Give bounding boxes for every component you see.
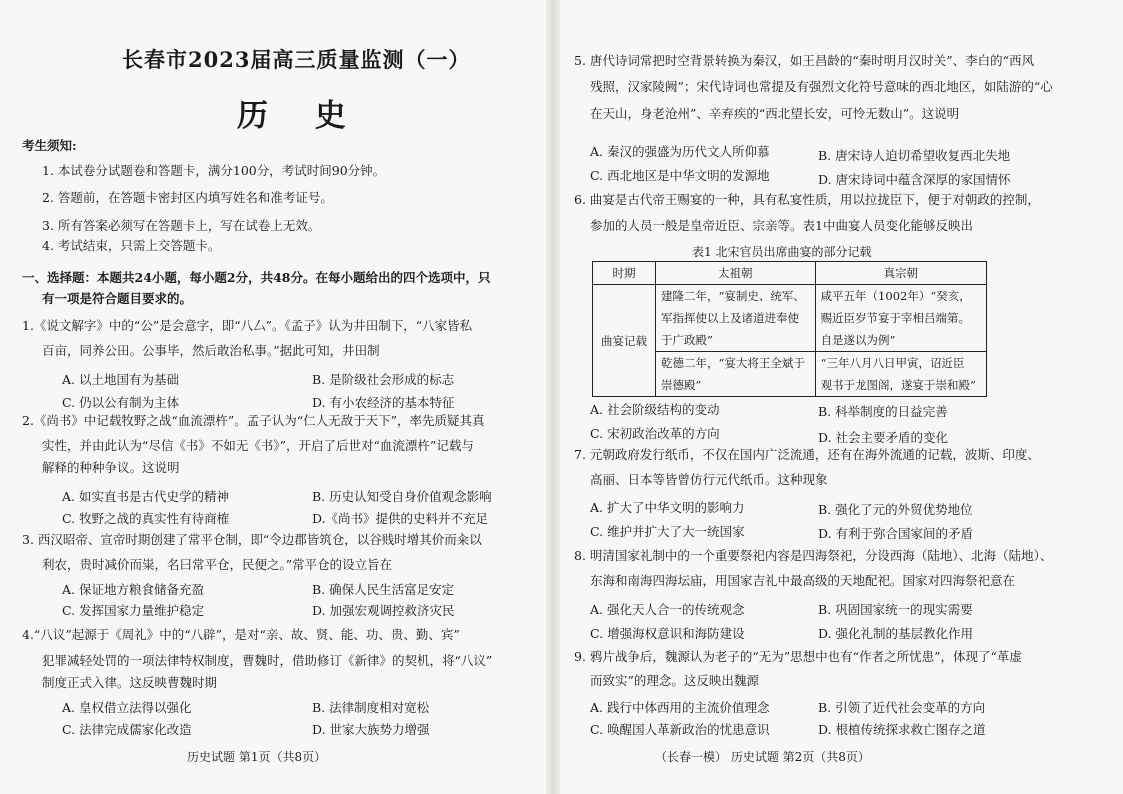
page-1-footer: 历史试题 第1页（共8页） [187,750,327,764]
q1-line1: 1.《说文解字》中的“公”是会意字，即“八厶”。《孟子》认为井田制下，“八家皆私 [22,318,473,333]
table-row-label: 曲宴记载 [593,285,656,397]
q6-line2: 参加的人员一般是皇帝近臣、宗亲等。表1中曲宴人员变化能够反映出 [590,218,973,233]
q9-option-c: C. 唤醒国人革新政治的忧患意识 [590,722,770,737]
cell-line: 咸平五年（1002年）“癸亥， [820,289,971,303]
q7-option-d: D. 有利于弥合国家间的矛盾 [818,526,974,541]
cell-line: 于广政殿” [661,333,713,347]
q4-line3: 制度正式入律。这反映曹魏时期 [42,675,218,690]
q2-option-a: A. 如实直书是古代史学的精神 [62,489,229,504]
notice-2: 2. 答题前，在答题卡密封区内填写姓名和准考证号。 [42,190,333,205]
table-1 [592,261,987,397]
q3-option-b: B. 确保人民生活富足安定 [312,582,455,597]
q6-line1: 6. 曲宴是古代帝王赐宴的一种，具有私宴性质，用以拉拢臣下，便于对朝政的控制， [574,192,1040,207]
q1-line2: 百亩，同养公田。公事毕，然后敢治私事。”据此可知，井田制 [42,343,380,358]
q3-option-d: D. 加强宏观调控救济灾民 [312,603,455,618]
q7-option-c: C. 维护并扩大了大一统国家 [590,524,745,539]
table-cell-taizu-2 [656,352,816,397]
table-title: 表1 北宋官员出席曲宴的部分记载 [692,245,872,259]
q3-line2: 利农，贵时减价而粜，名曰常平仓，民便之。”常平仓的设立旨在 [42,557,393,572]
q4-option-d: D. 世家大族势力增强 [312,722,430,737]
q7-option-a: A. 扩大了中华文明的影响力 [590,500,745,515]
table-header-taizu: 太祖朝 [656,262,816,285]
q3-option-c: C. 发挥国家力量维护稳定 [62,603,205,618]
q6-option-b: B. 科举制度的日益完善 [818,404,948,419]
q9-line2: 而致实”的理念。这反映出魏源 [590,673,759,688]
q6-option-c: C. 宋初政治改革的方向 [590,426,720,441]
q4-option-b: B. 法律制度相对宽松 [312,700,430,715]
notice-3: 3. 所有答案必须写在答题卡上，写在试卷上无效。 [42,218,321,233]
q4-line2: 犯罪减轻处罚的一项法律特权制度，曹魏时，借助修订《新律》的契机，将“八议” [42,653,493,668]
q7-line1: 7. 元朝政府发行纸币，不仅在国内广泛流通，还有在海外流通的记载，波斯、印度、 [574,447,1040,462]
q8-option-b: B. 巩固国家统一的现实需要 [818,602,973,617]
q4-option-a: A. 皇权借立法得以强化 [62,700,192,715]
q6-option-d: D. 社会主要矛盾的变化 [818,430,949,445]
q8-option-d: D. 强化礼制的基层教化作用 [818,626,974,641]
q1-option-b: B. 是阶级社会形成的标志 [312,372,455,387]
q5-option-b: B. 唐宋诗人迫切希望收复西北失地 [818,148,1011,163]
table-cell-taizu-1 [656,285,816,352]
q1-option-c: C. 仍以公有制为主体 [62,395,180,410]
q2-option-b: B. 历史认知受自身价值观念影响 [312,489,492,504]
q8-option-a: A. 强化天人合一的传统观念 [590,602,745,617]
q7-option-b: B. 强化了元的外贸优势地位 [818,502,973,517]
q2-line3: 解释的种种争议。这说明 [42,460,180,475]
table-cell-zhenzong-1 [815,285,986,352]
q5-option-d: D. 唐宋诗词中蕴含深厚的家国情怀 [818,172,1011,187]
q2-option-d: D.《尚书》提供的史料并不充足 [312,511,489,526]
cell-line: 建隆二年，“宴制史、统军、 [661,289,805,303]
cell-line: 军指挥使以上及诸道进奉使 [661,311,799,325]
table-header-zhenzong: 真宗朝 [815,262,986,285]
q2-option-c: C. 牧野之战的真实性有待商榷 [62,511,230,526]
q8-option-c: C. 增强海权意识和海防建设 [590,626,745,641]
q1-option-a: A. 以土地国有为基础 [62,372,179,387]
exam-title: 长春市2023届高三质量监测（一） [122,47,471,72]
cell-line: 观书于龙图阁，遂宴于崇和殿” [820,378,976,392]
table-header-period: 时期 [593,262,656,285]
cell-line: “三年八月八日甲寅，诏近臣 [820,356,965,370]
cell-line: 自是遂以为例” [820,333,896,347]
q5-line1: 5. 唐代诗词常把时空背景转换为秦汉，如王昌龄的“秦时明月汉时关”、李白的“西风 [574,53,1035,68]
q2-line2: 实性，并由此认为“尽信《书》不如无《书》”，开启了后世对“血流漂杵”记载与 [42,438,474,453]
q3-line1: 3. 西汉昭帝、宣帝时期创建了常平仓制，即“令边郡皆筑仓，以谷贱时增其价而籴以 [22,532,482,547]
q9-option-a: A. 践行中体西用的主流价值理念 [590,700,770,715]
cell-line: 乾德二年，“宴大将王全斌于 [661,356,805,370]
table-row [593,285,987,352]
q5-option-c: C. 西北地区是中华文明的发源地 [590,168,770,183]
notice-heading: 考生须知: [22,138,77,153]
q5-option-a: A. 秦汉的强盛为历代文人所仰慕 [590,144,770,159]
cell-line: 赐近臣岁节宴于宰相吕端第。 [820,311,971,325]
table-header-row [593,262,987,285]
notice-4: 4. 考试结束，只需上交答题卡。 [42,238,221,253]
subject-title: 历 史 [237,98,364,134]
section-heading-line1: 一、选择题：本题共24小题，每小题2分，共48分。在每小题给出的四个选项中，只 [22,270,491,285]
q5-line2: 残照，汉家陵阙”；宋代诗词也常提及有强烈文化符号意味的西北地区，如陆游的“心 [590,79,1053,94]
q8-line2: 东海和南海四海坛庙，用国家吉礼中最高级的天地配祀。国家对四海祭祀意在 [590,573,1016,588]
section-heading-line2: 有一项是符合题目要求的。 [42,291,193,306]
q7-line2: 高丽、日本等皆曾仿行元代纸币。这种现象 [590,472,828,487]
q2-line1: 2.《尚书》中记载牧野之战“血流漂杵”。孟子认为“仁人无敌于天下”，率先质疑其真 [22,413,485,428]
q9-option-b: B. 引领了近代社会变革的方向 [818,700,986,715]
notice-1: 1. 本试卷分试题卷和答题卡，满分100分，考试时间90分钟。 [42,163,386,178]
q6-option-a: A. 社会阶级结构的变动 [590,402,720,417]
q8-line1: 8. 明清国家礼制中的一个重要祭祀内容是四海祭祀，分设西海（陆地）、北海（陆地）、 [574,548,1053,563]
q3-option-a: A. 保证地方粮食储备充盈 [62,582,204,597]
page-2-footer: （长春一模） 历史试题 第2页（共8页） [655,750,870,764]
q5-line3: 在天山，身老沧州”、辛弃疾的“西北望长安，可怜无数山”。这说明 [590,106,960,121]
q4-line1: 4.“八议”起源于《周礼》中的“八辟”，是对“亲、故、贤、能、功、贵、勤、宾” [22,627,460,642]
q1-option-d: D. 有小农经济的基本特征 [312,395,455,410]
cell-line: 崇德殿” [661,378,702,392]
q9-line1: 9. 鸦片战争后，魏源认为老子的“无为”思想中也有“作者之所忧患”，体现了“革虚 [574,649,1022,664]
q4-option-c: C. 法律完成儒家化改造 [62,722,192,737]
table-cell-zhenzong-2 [815,352,986,397]
q9-option-d: D. 根植传统探求救亡图存之道 [818,722,986,737]
